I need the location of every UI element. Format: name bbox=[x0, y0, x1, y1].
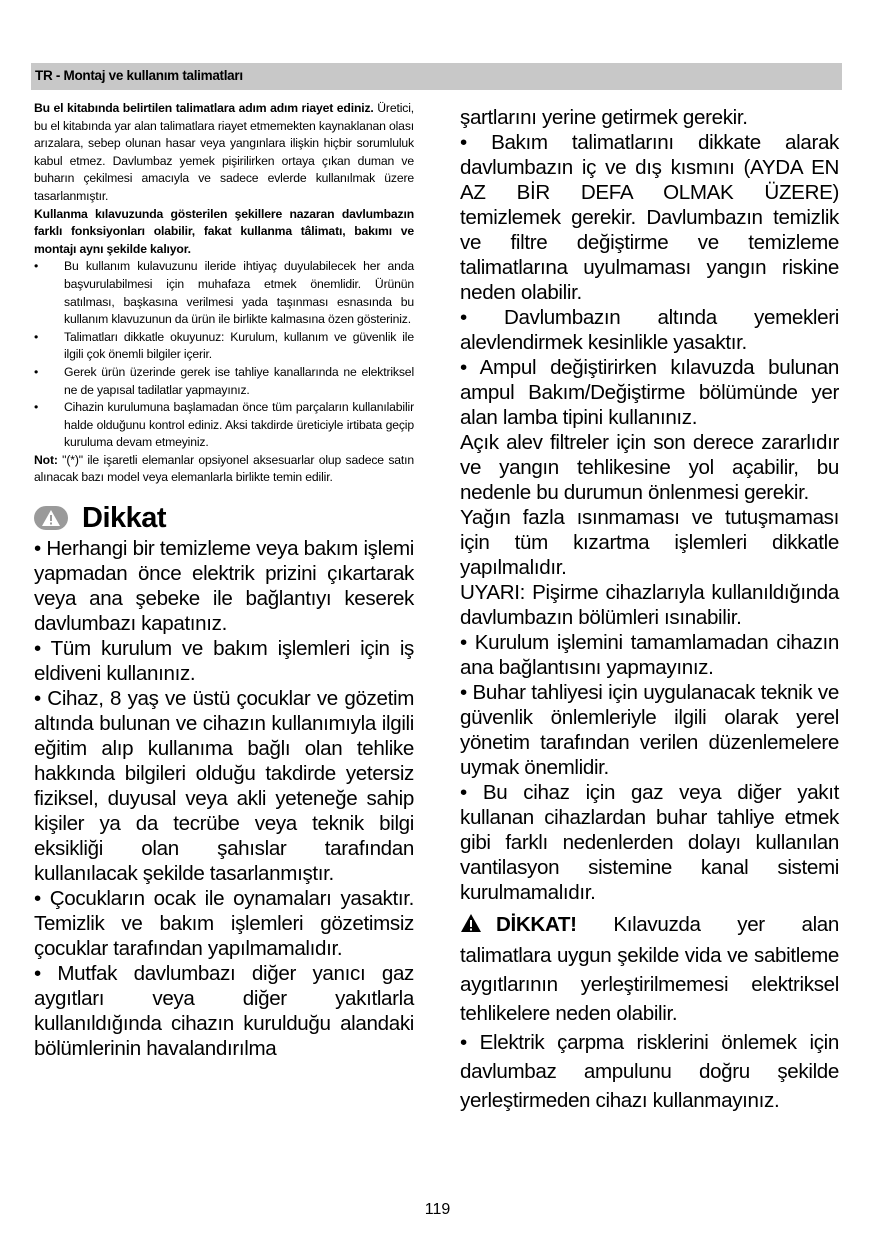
warning-paragraph: • Herhangi bir temizleme veya bakım işlemi yapmadan önce elektrik prizini çıkartarak veya ana şebeke ile bağlantıyı keserek davlumbazı kapatınız. bbox=[34, 537, 414, 636]
intro-text: Üretici, bu el kitabında yar alan talimatlara riayet etmemekten kaynaklanan olası arızalara, sebep olunan hasar veya yangınlara ilişkin hiçbir sorumluluk kabul etmez. Davlumbaz yemek pişirilirken ortaya çıkan duman ve buharın çekilmesi amacıyla ve sadece evlerde kullanılmak üzere tasarlanmıştır. bbox=[34, 101, 414, 203]
list-item: • Bu kullanım kulavuzunu ileride ihtiyaç duyulabilecek her anda başvurulabilmesi için muhafaza etmek önemlidir. Ürünün satılması, başkasına verilmesi yada taşınması esnasında bu kullanım klavuzunun da ürün ile birlikte kalmasına özen gösteriniz. bbox=[34, 258, 414, 328]
warning-paragraph: • Mutfak davlumbazı diğer yanıcı gaz aygıtları veya diğer yakıtlarla kullanıldığında cihazın kurulduğu alandaki bölümlerinin havalandırılma bbox=[34, 962, 414, 1061]
electrical-warning-paragraph bbox=[460, 910, 839, 1028]
warning-paragraph: • Tüm kurulum ve bakım işlemleri için iş eldiveni kullanınız. bbox=[34, 637, 414, 686]
intro-section bbox=[34, 100, 414, 487]
section-header bbox=[31, 63, 842, 90]
warning-label: DİKKAT! bbox=[496, 913, 577, 936]
warning-paragraph: Açık alev filtreler için son derece zararlıdır ve yangın tehlikesine yol açabilir, bu nedenle bu durumun önlenmesi gerekir. bbox=[460, 431, 839, 504]
dikkat-title: Dikkat bbox=[82, 501, 167, 534]
dikkat-heading bbox=[34, 500, 414, 536]
list-item: • Cihazin kurulumuna başlamadan önce tüm parçaların kullanılabilir halde olduğunu kontrol ediniz. Aksi takdirde üreticiyle irtibata geçip kuruluma devam etmeyiniz. bbox=[34, 399, 414, 452]
note-paragraph bbox=[34, 452, 414, 487]
warning-paragraph: Yağın fazla ısınmaması ve tutuşmaması için tüm kızartma işlemleri dikkatle yapılmalıdır. bbox=[460, 506, 839, 579]
intro-bullet-list bbox=[34, 258, 414, 452]
warning-paragraph: • Bu cihaz için gaz veya diğer yakıt kullanan cihazlardan buhar tahliye etmek gibi farklı nedenlerden dolayı kullanılan vantilasyon sistemine kanal sistemi kurulmamalıdır. bbox=[460, 781, 839, 904]
warning-icon bbox=[34, 506, 68, 530]
warning-paragraph: • Çocukların ocak ile oynamaları yasaktır. Temizlik ve bakım işlemleri gözetimsiz çocuklar tarafından yapılmamalıdır. bbox=[34, 887, 414, 961]
warning-text: Kılavuzda yer alan talimatlara uygun şekilde vida ve sabitleme aygıtlarının yerleştirilmemesi elektriksel tehlikelere neden olabilir. bbox=[460, 913, 839, 1025]
warning-paragraph: • Buhar tahliyesi için uygulanacak teknik ve güvenlik önlemleriyle ilgili olarak yerel yönetim tarafından verilen düzenlemelere uymak önemlidir. bbox=[460, 681, 839, 779]
list-item: • Talimatları dikkatle okuyunuz: Kurulum, kullanım ve güvenlik ile ilgili çok önemli bilgiler içerir. bbox=[34, 329, 414, 364]
warning-paragraph: • Kurulum işlemini tamamlamadan cihazın ana bağlantısını yapmayınız. bbox=[460, 631, 839, 679]
dikkat-right-bottom bbox=[460, 910, 839, 1115]
note-text: "(*)" ile işaretli elemanlar opsiyonel aksesuarlar olup sadece satın alınacak bazı model veya elemanlarla birlikte temin edilir. bbox=[34, 452, 414, 485]
right-column bbox=[460, 100, 839, 1115]
page-number: 119 bbox=[424, 1201, 451, 1218]
left-column bbox=[34, 100, 414, 1061]
list-item: • Gerek ürün üzerinde gerek ise tahliye kanallarında ne elektriksel ne de yapısal tadilatlar yapmayınız. bbox=[34, 364, 414, 399]
warning-triangle-icon bbox=[460, 912, 482, 941]
intro-bold-note: Kullanma kılavuzunda gösterilen şekillere nazaran davlumbazın farklı fonksiyonları olabilir, fakat kullanma tâlimatı, bakımı ve montajı aynı şekilde kalıyor. bbox=[34, 206, 414, 256]
warning-paragraph: • Ampul değiştirirken kılavuzda bulunan ampul Bakım/Değiştirme bölümünde yer alan lamba tipini kullanınız. bbox=[460, 356, 839, 429]
warning-paragraph: şartlarını yerine getirmek gerekir. bbox=[460, 106, 748, 129]
dikkat-left-text bbox=[34, 536, 414, 1061]
warning-paragraph: • Cihaz, 8 yaş ve üstü çocuklar ve gözetim altında bulunan ve cihazın kullanımıyla ilgili eğitim alıp kullanıma bağlı olan tehlike hakkında bilgileri olduğu takdirde yetersiz fiziksel, duyusal veya akli yeteneğe sahip kişiler ya da tecrübe veya teknik bilgi eksikliği olan şahıslar tarafından kullanılacak şekilde tasarlanmıştır. bbox=[34, 687, 414, 886]
intro-paragraph-1 bbox=[34, 100, 414, 206]
intro-bold-lead: Bu el kitabında belirtilen talimatlara adım adım riayet ediniz. bbox=[34, 101, 374, 115]
warning-paragraph: • Elektrik çarpma risklerini önlemek için davlumbaz ampulunu doğru şekilde yerleştirmeden cihazı kullanmayınız. bbox=[460, 1031, 839, 1112]
warning-paragraph: UYARI: Pişirme cihazlarıyla kullanıldığında davlumbazın bölümleri ısınabilir. bbox=[460, 581, 839, 629]
dikkat-right-text bbox=[460, 105, 839, 905]
intro-paragraph-2 bbox=[34, 206, 414, 259]
section-header-title: TR - Montaj ve kullanım talimatları bbox=[35, 68, 243, 83]
warning-paragraph: • Davlumbazın altında yemekleri alevlendirmek kesinlikle yasaktır. bbox=[460, 306, 839, 354]
note-label: Not: bbox=[34, 452, 58, 467]
warning-paragraph: • Bakım talimatlarını dikkate alarak davlumbazın iç ve dış kısmını (AYDA EN AZ BİR DEFA OLMAK ÜZERE) temizlemek gerekir. Davlumbazın temizlik ve filtre değiştirme ve temizleme talimatlarına uyulmaması yangın riskine neden olabilir. bbox=[460, 131, 839, 304]
